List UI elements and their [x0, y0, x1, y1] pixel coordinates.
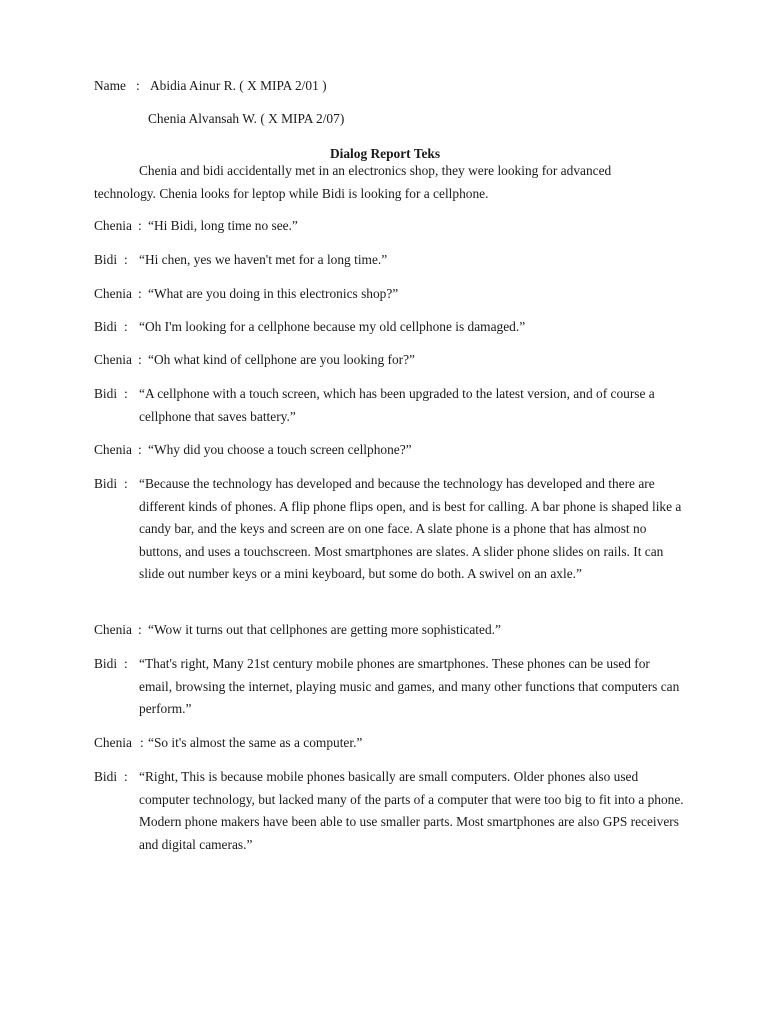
dialog-text: “What are you doing in this electronics shop?”: [148, 286, 399, 301]
dialog-turn: [94, 766, 684, 856]
speaker-colon: :: [124, 386, 128, 401]
intro-paragraph: Chenia and bidi accidentally met in an electronics shop, they were looking for advanced technology. Chenia looks for leptop while Bidi is looking for a cellphone.: [94, 163, 612, 201]
dialog-turn: [94, 653, 684, 721]
dialog-text: “Because the technology has developed and because the technology has developed and there are different kinds of phones. A flip phone flips open, and is best for calling. A bar phone is shaped like a candy bar, and the keys and screen are on one face. A slate phone is a phone that has almost no buttons, and uses a touchscreen. Most smartphones are slates. A slider phone slides on rails. It can slide out number keys or a mini keyboard, but some do both. A swivel on an axle.”: [139, 476, 682, 582]
dialog-text: “That's right, Many 21st century mobile phones are smartphones. These phones can be used for email, browsing the internet, playing music and games, and many other functions that computers can perform.”: [139, 656, 680, 717]
document-title: Dialog Report Teks: [329, 146, 441, 161]
name-line-1: [94, 78, 327, 94]
speaker-colon: :: [138, 218, 142, 233]
speaker-name: Bidi: [94, 476, 118, 491]
speaker-colon: :: [138, 622, 142, 637]
dialog-turn: [94, 249, 684, 272]
dialog-turn: [94, 473, 684, 586]
speaker-colon: :: [138, 352, 142, 367]
speaker-name: Chenia: [94, 286, 132, 301]
dialog-text: “Hi chen, yes we haven't met for a long time.”: [139, 252, 388, 267]
dialog-text: “Why did you choose a touch screen cellphone?”: [148, 442, 412, 457]
dialog-turn: [94, 349, 684, 372]
speaker-name: Bidi: [94, 769, 118, 784]
speaker-colon: :: [138, 442, 142, 457]
dialog-turn: [94, 383, 684, 428]
name-line-2: [148, 111, 344, 127]
dialog-text: “A cellphone with a touch screen, which has been upgraded to the latest version, and of course a cellphone that saves battery.”: [139, 386, 655, 424]
dialog-text: “Oh I'm looking for a cellphone because my old cellphone is damaged.”: [139, 319, 526, 334]
dialog-text: “Wow it turns out that cellphones are getting more sophisticated.”: [148, 622, 501, 637]
speaker-name: Bidi: [94, 319, 118, 334]
dialog-turn: [94, 439, 684, 462]
speaker-colon: :: [124, 769, 128, 784]
speaker-colon: :: [124, 656, 128, 671]
author-name-2: Chenia Alvansah W. ( X MIPA 2/07): [148, 111, 345, 126]
speaker-name: Bidi: [94, 386, 118, 401]
speaker-name: Bidi: [94, 252, 118, 267]
speaker-name: Chenia: [94, 442, 132, 457]
dialog-turn: [94, 316, 684, 339]
dialog-turn: [94, 215, 684, 238]
author-name-1: Abidia Ainur R. ( X MIPA 2/01 ): [150, 78, 327, 93]
speaker-colon: :: [140, 735, 144, 750]
speaker-name: Chenia: [94, 352, 132, 367]
speaker-name: Chenia: [94, 735, 132, 750]
speaker-colon: :: [124, 252, 128, 267]
speaker-colon: :: [138, 286, 142, 301]
dialog-turn: [94, 619, 684, 642]
speaker-colon: :: [124, 319, 128, 334]
dialog-turn: [94, 732, 684, 755]
dialog-text: “Oh what kind of cellphone are you looking for?”: [148, 352, 415, 367]
dialog-text: “So it's almost the same as a computer.”: [148, 735, 363, 750]
dialog-turn: [94, 283, 684, 306]
name-label: Name: [94, 78, 126, 93]
speaker-name: Bidi: [94, 656, 118, 671]
dialog-text: “Right, This is because mobile phones basically are small computers. Older phones also used computer technology, but lacked many of the parts of a computer that were too big to fit into a phone. Modern phone makers have been able to use smaller parts. Most smartphones are also GPS receivers and digital cameras.”: [139, 769, 684, 852]
speaker-colon: :: [124, 476, 128, 491]
speaker-name: Chenia: [94, 622, 132, 637]
dialog-text: “Hi Bidi, long time no see.”: [148, 218, 298, 233]
name-colon: :: [136, 78, 140, 93]
speaker-name: Chenia: [94, 218, 132, 233]
